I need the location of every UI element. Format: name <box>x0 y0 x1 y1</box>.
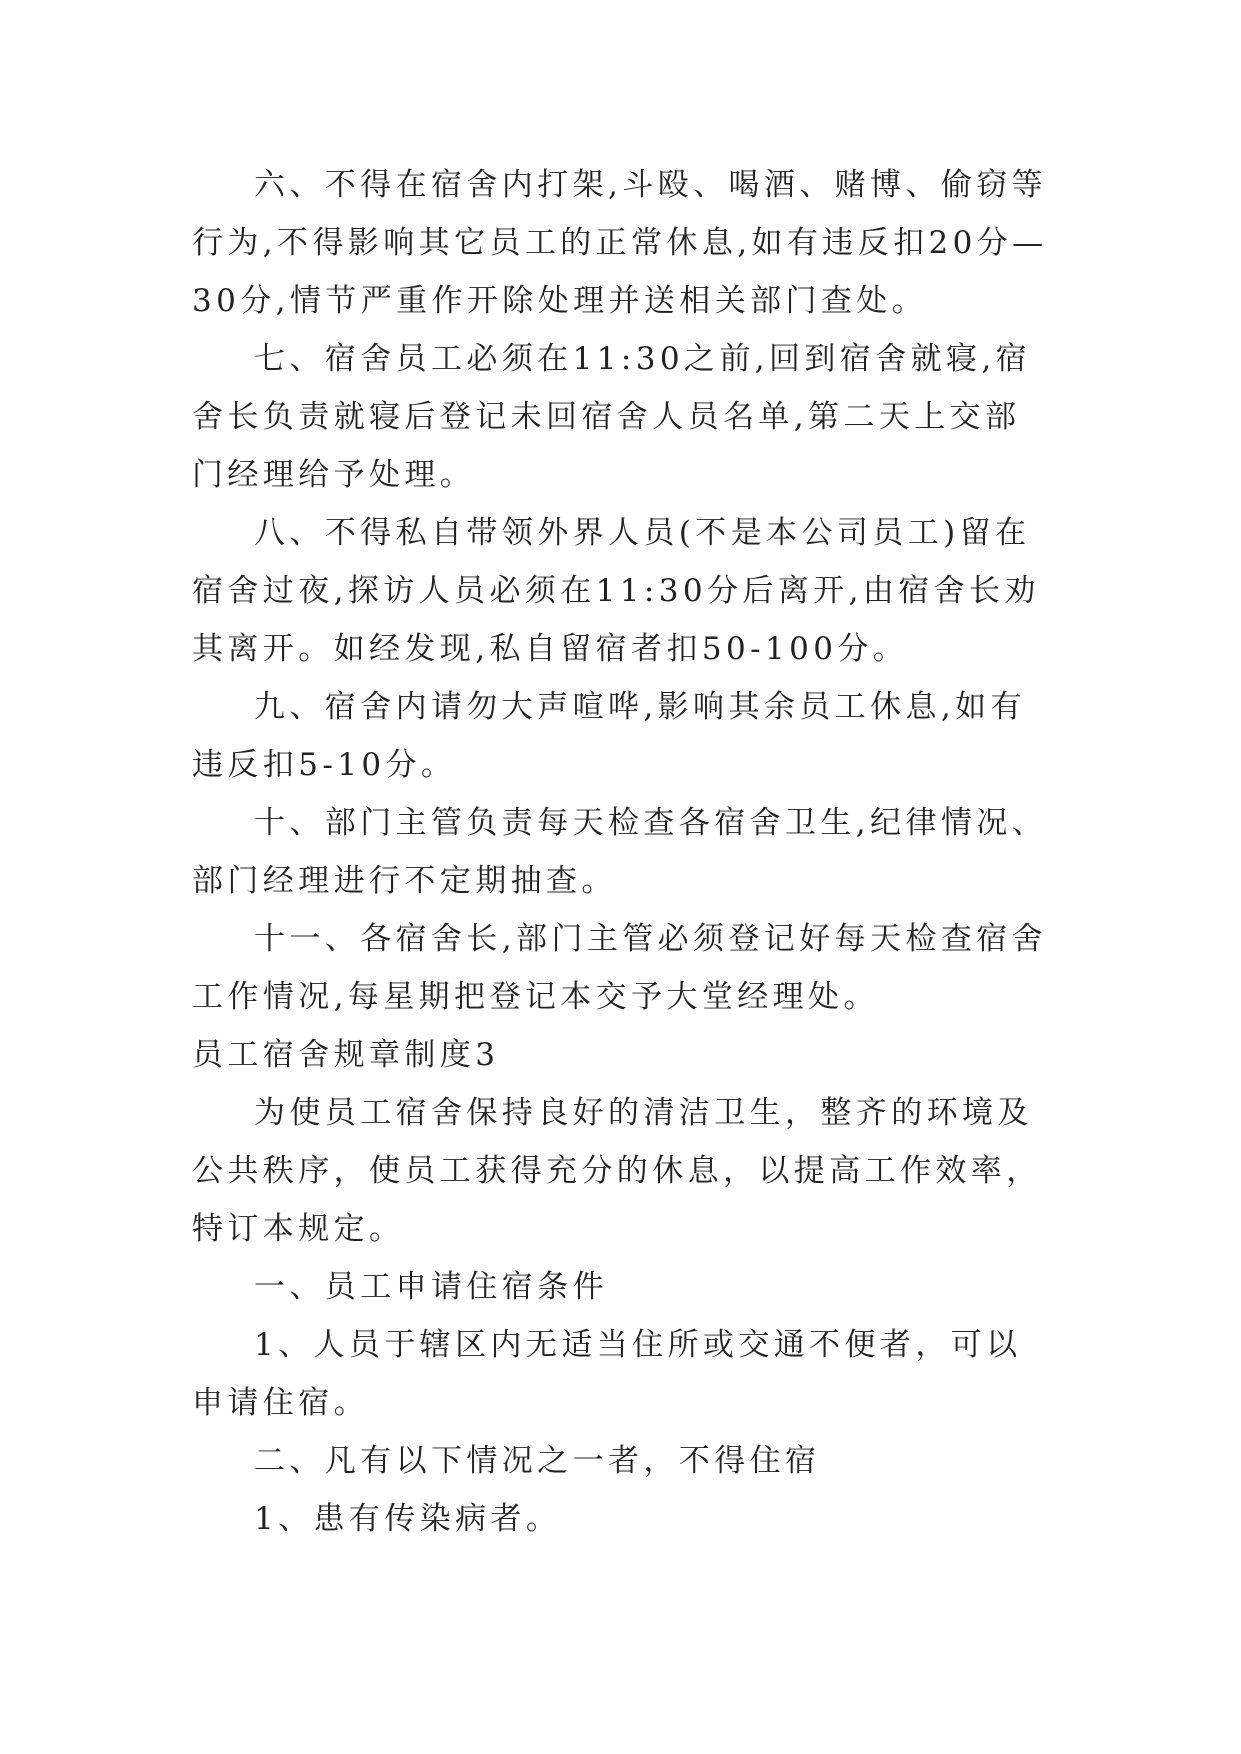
paragraph-subheading-2: 二、凡有以下情况之一者，不得住宿 <box>254 1443 821 1479</box>
paragraph-rule-6: 六、不得在宿舍内打架,斗殴、喝酒、赌博、偷窃等行为,不得影响其它员工的正常休息,如有违反扣20分—30分,情节严重作开除处理并送相关部门查处。 <box>192 167 1048 319</box>
paragraph-rule-8: 八、不得私自带领外界人员(不是本公司员工)留在宿舍过夜,探访人员必须在11:30分后离开,由宿舍长劝其离开。如经发现,私自留宿者扣50-100分。 <box>192 515 1040 667</box>
paragraph-subheading-1: 一、员工申请住宿条件 <box>254 1269 608 1305</box>
paragraph-rule-9: 九、宿舍内请勿大声喧哗,影响其余员工休息,如有违反扣5-10分。 <box>192 689 1026 783</box>
paragraph-item-1-1: 1、人员于辖区内无适当住所或交通不便者，可以申请住宿。 <box>192 1327 1022 1421</box>
paragraph-rule-10: 十、部门主管负责每天检查各宿舍卫生,纪律情况、部门经理进行不定期抽查。 <box>192 805 1048 899</box>
paragraph-rule-11: 十一、各宿舍长,部门主管必须登记好每天检查宿舍工作情况,每星期把登记本交予大堂经理处。 <box>192 921 1048 1015</box>
paragraph-intro: 为使员工宿舍保持良好的清洁卫生，整齐的环境及公共秩序，使员工获得充分的休息，以提高工作效率，特订本规定。 <box>192 1095 1042 1247</box>
paragraph-rule-7: 七、宿舍员工必须在11:30之前,回到宿舍就寝,宿舍长负责就寝后登记未回宿舍人员名单,第二天上交部门经理给予处理。 <box>192 341 1032 493</box>
paragraph-item-2-1: 1、患有传染病者。 <box>254 1501 562 1537</box>
document-body <box>192 156 1054 1548</box>
section-heading: 员工宿舍规章制度3 <box>192 1037 500 1073</box>
